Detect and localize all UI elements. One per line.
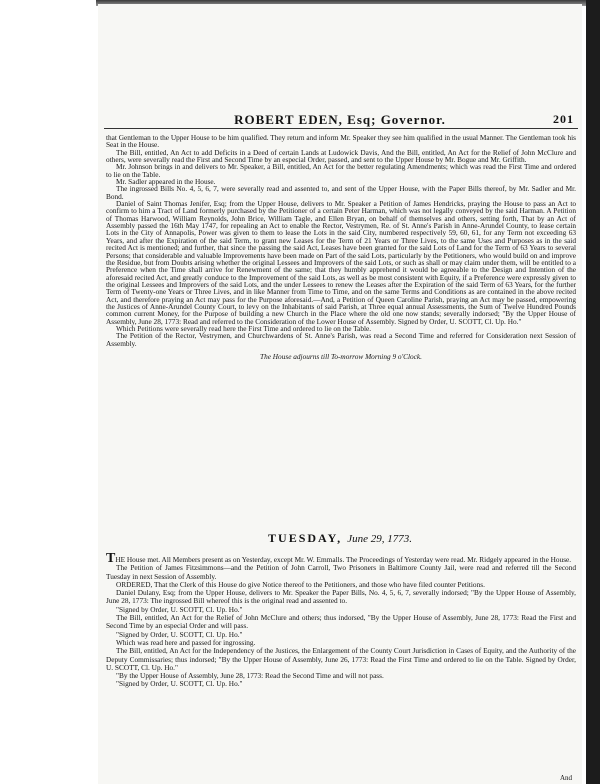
paragraph: Mr. Sadler appeared in the House. xyxy=(116,177,216,187)
paragraph: "Signed by Order, U. SCOTT, Cl. Up. Ho." xyxy=(116,629,243,639)
document-page xyxy=(98,4,582,784)
paragraph: Which Petitions were severally read here the First Time and ordered to lie on the Table. xyxy=(116,323,372,333)
paragraph: ORDERED, That the Clerk of this House do give Notice thereof to the Petitioners, and those who have filed counter Petitions. xyxy=(116,579,485,589)
catchword: And xyxy=(559,774,572,782)
paragraph: The Petition of James Fitzsimmons—and the Petition of John Carroll, Two Prisoners in Baltimore County Jail, were read and referred till the Second Tuesday in next Session of Assembly. xyxy=(106,563,576,581)
drop-cap: T xyxy=(106,551,116,566)
paragraph: The Bill, entitled, An Act for the Relief of John McClure and others; thus indorsed, "By the Upper House of Assembly, June 28, 1773: Read the First and Second Time by an especial Order and will pass. xyxy=(106,613,576,631)
day-name: TUESDAY, xyxy=(268,531,343,545)
paragraph: The ingrossed Bills No. 4, 5, 6, 7, were severally read and assented to, and sent of the Upper House, with the Paper Bills thereof, by Mr. Sadler and Mr. Bond. xyxy=(106,184,576,201)
running-title: ROBERT EDEN, Esq; Governor. xyxy=(234,112,446,127)
paragraph: Daniel of Saint Thomas Jenifer, Esq; from the Upper House, delivers to Mr. Speaker a Petition of James Hendricks, praying the House to pass an Act to confirm to him a Tract of Land formerly purchased by the Petitioner of a certain Peter Harman, which was not legally conveyed by the said Harman. A Petition of Thomas Harwood, William Reynolds, John Brice, William Tagle, and Ellen Bryan, on behalf of themselves and others, setting forth, That by an Act of Assembly passed the 16th May 1747, for repealing an Act to enable the Rector, Vestrymen, Re. of St. Anne's Parish in Anne-Arundel County, to lease certain Lots in the City of Annapolis, Power was given to them to lease the Lots in the said City, numbered respectively 59, 60, 61, for any Term not exceeding 63 Years, and after the Expiration of the said Term, to grant new Leases for the Term of 21 Years or Three Lives, to the same Uses and Purposes as in the said recited Act is mentioned; and further, that since the passing the said Act, Leases have been granted for the said Lots of Land for the Term of 63 Years to several Persons; that considerable and valuable Improvements have been made on Part of the said Lots, particularly by the Petitioners, who would build on and improve the Residue, but from Doubts arising whether the original Lessees and Improvers of the said Lots, or such as shall or may claim under them, will be entitled to a Preference when the Time shall arrive for Renewment of the same; that they humbly apprehend it would be agreeable to the Design and Intention of the aforesaid recited Act, and greatly conduce to the Improvement of the said Lots, as well as be most consistent with Equity, if a Preference were expressly given to the original Lessees and Improvers of the said Lots, and the under Lessees to renew the Leases after the Expiration of the said Term of 63 Years, for the further Term of Twenty-one Years or Three Lives, and in like Manner from Time to Time, and on the same Terms and Conditions as are contained in the above recited Act, and therefore praying an Act may pass for the Purpose aforesaid.—And, a Petition of Queen Caroline Parish, praying an Act may be passed, empowering the Justices of Anne-Arundel County Court, to levy on the Inhabitants of said Parish, at Three equal annual Assessments, the Sum of Twelve Hundred Pounds common current Money, for the Purpose of building a new Church in the Place where the old one now stands; severally indorsed; "By the Upper House of Assembly, June 28, 1773: Read and referred to the Consideration of the Lower House of Assembly. Signed by Order, U. SCOTT, Cl. Up. Ho." xyxy=(106,199,576,326)
paragraph: Which was read here and passed for ingrossing. xyxy=(116,637,256,647)
day-date: June 29, 1773. xyxy=(347,533,412,545)
paragraph: Mr. Johnson brings in and delivers to Mr. Speaker, a Bill, entitled, An Act for the better regulating Amendments; which was read the First Time and ordered to lie on the Table. xyxy=(106,162,576,179)
paragraph: "Signed by Order, U. SCOTT, Cl. Up. Ho." xyxy=(116,604,243,614)
tuesday-proceedings xyxy=(106,551,576,689)
paragraph: The Petition of the Rector, Vestrymen, and Churchwardens of St. Anne's Parish, was read a Second Time and referred for Consideration next Session of Assembly. xyxy=(106,331,576,348)
scan-shadow-right xyxy=(586,0,600,784)
paragraph: that Gentleman to the Upper House to be him qualified. They return and inform Mr. Speaker they see him qualified in the usual Manner. The Gentleman took his Seat in the House. xyxy=(106,133,576,150)
header-rule xyxy=(104,128,578,129)
proceedings-continued xyxy=(106,134,576,360)
paragraph: "By the Upper House of Assembly, June 28, 1773: Read the Second Time and will not pass. xyxy=(116,671,384,681)
paragraph: Daniel Dulany, Esq; from the Upper House, delivers to Mr. Speaker the Paper Bills, No. 4, 5, 6, 7, severally indorsed; "By the Upper House of Assembly, June 28, 1773: The ingrossed Bill whereof this is the original read and assented to. xyxy=(106,588,576,606)
paragraph: The Bill, entitled, An Act for the Independency of the Justices, the Enlargement of the County Court Jurisdiction in Cases of Equity, and the Authority of the Deputy Commissaries; thus indorsed; "By the Upper House of Assembly, June 26, 1773: Read the First Time and ordered to lie on the Table. Signed by Order, U. SCOTT, Cl. Up. Ho." xyxy=(106,646,576,672)
lead-text: HE House met. All Members present as on Yesterday, except Mr. W. Emmalls. The Proceedings of Yesterday were read. Mr. Ridgely appeared in the House. xyxy=(115,555,572,564)
page-header xyxy=(98,110,582,132)
paragraph: "Signed by Order, U. SCOTT, Cl. Up. Ho." xyxy=(116,679,243,689)
day-heading xyxy=(98,531,582,546)
adjournment-note: The House adjourns till To-morrow Morning 9 o'Clock. xyxy=(260,351,422,361)
paragraph: The Bill, entitled, An Act to add Deficits in a Deed of certain Lands at Ludowick Davis, And the Bill, entitled, An Act for the Relief of John McClure and others, were severally read the First and Second Time by an especial Order, passed, and sent to the Upper House by Mr. Bogue and Mr. Griffith. xyxy=(106,147,576,165)
page-number: 201 xyxy=(553,112,574,126)
